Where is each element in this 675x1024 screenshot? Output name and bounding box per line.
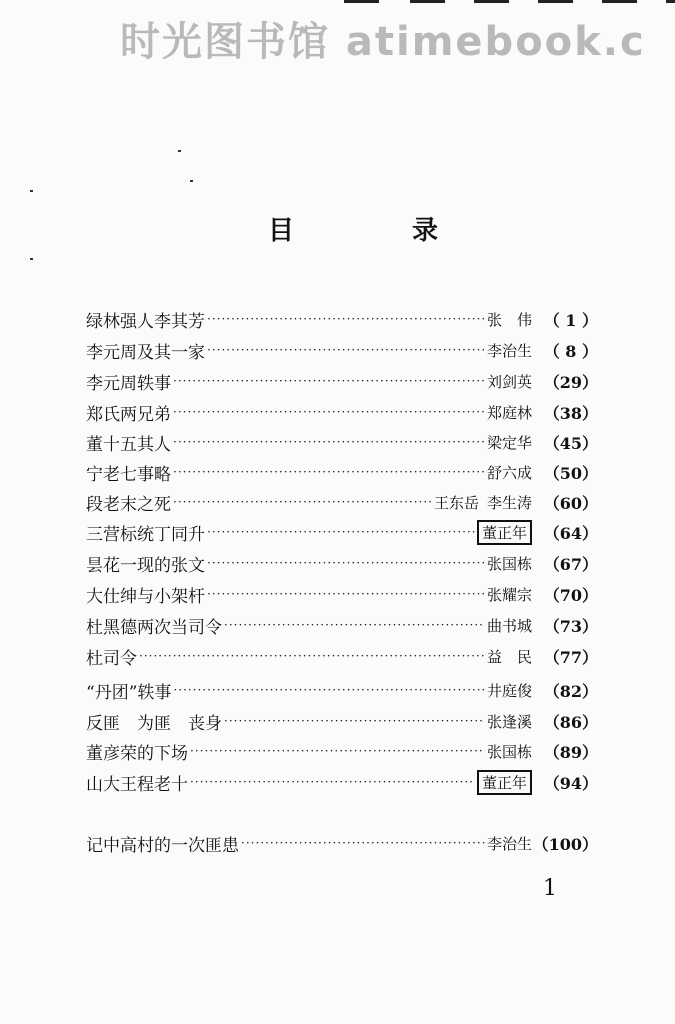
leader-dots (173, 495, 432, 509)
entry-page: （45） (543, 433, 598, 453)
toc-entry[interactable] (86, 581, 598, 607)
toc-entry[interactable] (86, 519, 598, 545)
entry-author: 张国栋 (486, 554, 532, 573)
entry-page: （60） (543, 493, 598, 513)
entry-page: （38） (543, 403, 598, 423)
entry-page: （ 1 ） (543, 310, 598, 330)
entry-author: 益 民 (486, 647, 532, 666)
entry-author: 张逢溪 (486, 712, 532, 731)
leader-dots (173, 435, 485, 449)
leader-dots (241, 836, 485, 850)
entry-author: 舒六成 (486, 463, 532, 482)
entry-title: 杜黑德两次当司令 (86, 617, 222, 638)
entry-author: 李生涛 (486, 493, 532, 512)
scan-speck (30, 190, 33, 192)
entry-author: 董正年 (477, 770, 532, 795)
entry-author: 张国栋 (486, 742, 532, 761)
page-title-char: 目 (268, 216, 295, 246)
toc-entry[interactable] (86, 489, 598, 515)
entry-page: （86） (543, 712, 598, 732)
entry-title: 大仕绅与小架杆 (86, 586, 205, 607)
entry-page: （77） (543, 647, 598, 667)
leader-dots (207, 312, 485, 326)
entry-author: 梁定华 (486, 433, 532, 452)
leader-dots (173, 374, 485, 388)
entry-author: 郑庭林 (486, 403, 532, 422)
leader-dots (173, 683, 485, 697)
page-number: 1 (543, 876, 557, 901)
entry-title: 记中高村的一次匪患 (86, 835, 239, 856)
toc-entry[interactable] (86, 459, 598, 485)
entry-author: 曲书城 (486, 616, 532, 635)
entry-title: 昙花一现的张文 (86, 555, 205, 576)
leader-dots (207, 556, 485, 570)
toc-entry[interactable] (86, 708, 598, 734)
entry-title: 三营标统丁同升 (86, 524, 205, 545)
entry-title: 绿林强人李其芳 (86, 311, 205, 332)
scan-speck (190, 180, 193, 182)
toc-entry[interactable] (86, 643, 598, 669)
entry-title: 杜司令 (86, 648, 137, 669)
leader-dots (173, 405, 485, 419)
toc-entry[interactable] (86, 769, 598, 795)
scan-speck (178, 150, 181, 152)
scan-speck (30, 258, 33, 260)
toc-entry[interactable] (86, 738, 598, 764)
entry-page: （94） (543, 773, 598, 793)
toc-entry[interactable] (86, 368, 598, 394)
toc-entry[interactable] (86, 612, 598, 638)
toc-entry[interactable] (86, 337, 598, 363)
leader-dots (224, 618, 485, 632)
page-title-char: 录 (412, 216, 439, 246)
toc-entry[interactable] (86, 830, 598, 856)
leader-dots (224, 714, 485, 728)
leader-dots (139, 649, 485, 663)
leader-dots (207, 525, 475, 539)
leader-dots (207, 587, 485, 601)
toc-entry[interactable] (86, 677, 598, 703)
entry-page: （70） (543, 585, 598, 605)
entry-title: 段老末之死 (86, 494, 171, 515)
entry-author: 张耀宗 (486, 585, 532, 604)
toc-entry[interactable] (86, 550, 598, 576)
entry-page: （67） (543, 554, 598, 574)
entry-author: 王东岳 (433, 493, 479, 512)
toc-entry[interactable] (86, 429, 598, 455)
toc-entry[interactable] (86, 306, 598, 332)
entry-title: 反匪 为匪 丧身 (86, 713, 222, 734)
entry-author: 李治生 (486, 834, 532, 853)
entry-title: 山大王程老十 (86, 774, 188, 795)
entry-page: （82） (543, 681, 598, 701)
entry-title: 宁老七事略 (86, 464, 171, 485)
entry-page: （64） (543, 523, 598, 543)
leader-dots (207, 343, 485, 357)
entry-author: 刘剑英 (486, 372, 532, 391)
entry-page: （ 8 ） (543, 341, 598, 361)
watermark: 时光图书馆 atimebook.c (120, 19, 646, 65)
toc-entry[interactable] (86, 399, 598, 425)
entry-author: 董正年 (477, 520, 532, 545)
entry-title: 董十五其人 (86, 434, 171, 455)
entry-page: （73） (543, 616, 598, 636)
entry-page: （89） (543, 742, 598, 762)
entry-title: “丹团”轶事 (86, 682, 172, 703)
entry-title: 董彦荣的下场 (86, 743, 188, 764)
entry-author: 井庭俊 (486, 681, 532, 700)
entry-author: 张 伟 (486, 310, 532, 329)
leader-dots (190, 775, 475, 789)
entry-page: （100） (532, 834, 598, 854)
entry-title: 李元周及其一家 (86, 342, 205, 363)
top-border-dashes (340, 0, 675, 3)
entry-page: （50） (543, 463, 598, 483)
entry-page: （29） (543, 372, 598, 392)
entry-author: 李治生 (486, 341, 532, 360)
entry-title: 郑氏两兄弟 (86, 404, 171, 425)
entry-title: 李元周轶事 (86, 373, 171, 394)
leader-dots (190, 744, 485, 758)
leader-dots (173, 465, 485, 479)
